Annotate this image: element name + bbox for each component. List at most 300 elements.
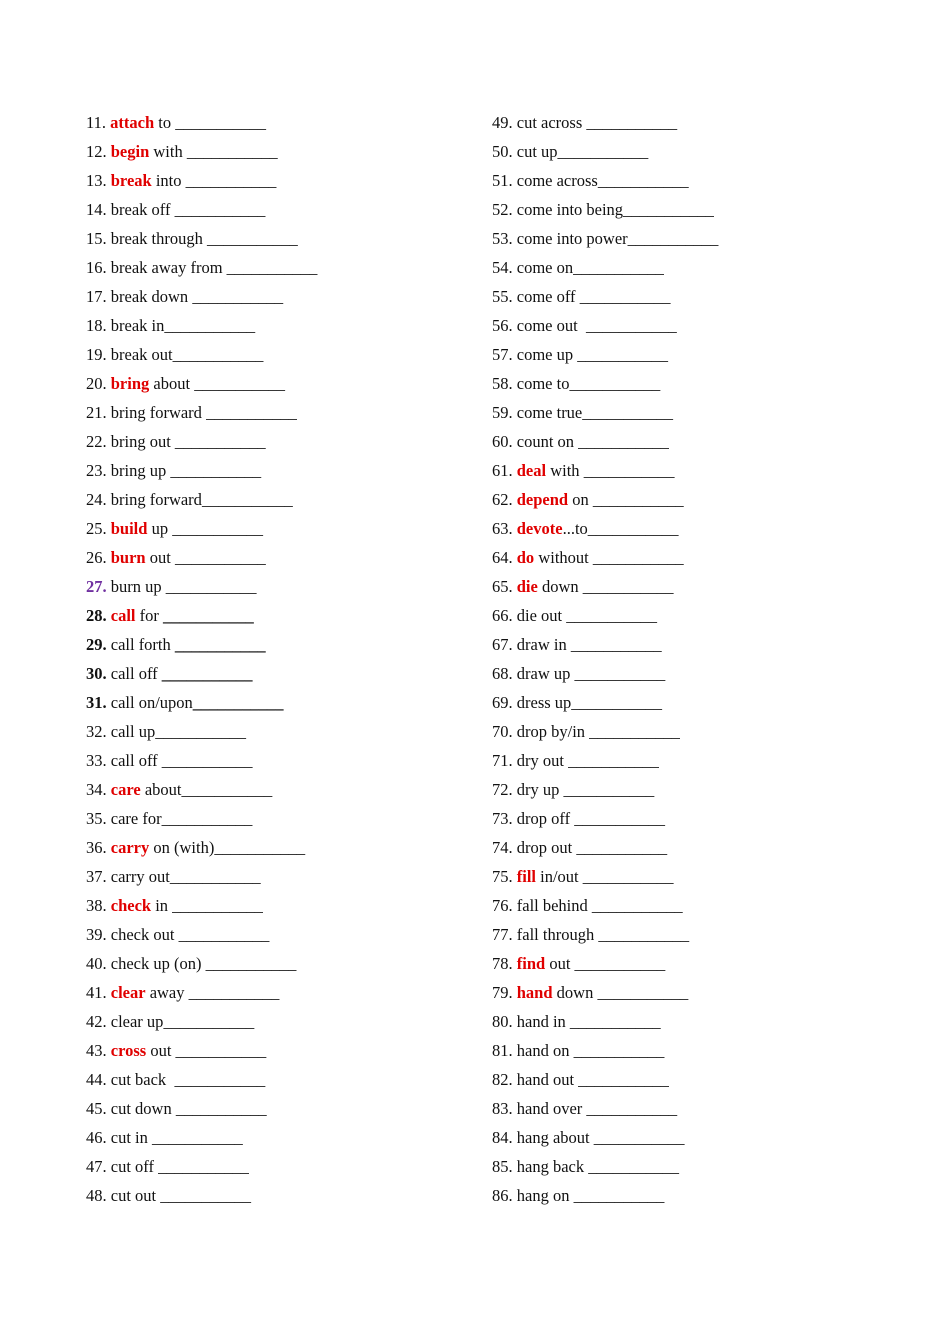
phrase-item (492, 1155, 718, 1184)
phrase-text: cut down (110, 1099, 176, 1118)
answer-blank: ___________ (181, 780, 273, 799)
answer-blank: ___________ (194, 374, 285, 393)
answer-blank: ___________ (174, 548, 266, 567)
phrase-text: drop off (516, 809, 575, 828)
phrase-text: to (154, 113, 176, 132)
answer-blank: ___________ (574, 664, 666, 683)
answer-blank: ___________ (568, 751, 659, 770)
phrase-text: fall behind (516, 896, 592, 915)
answer-blank: ___________ (155, 722, 246, 741)
answer-blank: ___________ (175, 113, 266, 132)
item-number: 18. (86, 316, 107, 335)
answer-blank: ___________ (576, 838, 668, 857)
keyword: fill (516, 867, 536, 886)
phrase-item (86, 1155, 317, 1184)
phrase-text: about (149, 374, 195, 393)
phrase-item (86, 285, 317, 314)
phrase-item (492, 111, 718, 140)
item-number: 22. (86, 432, 107, 451)
phrase-text: hang back (516, 1157, 589, 1176)
phrase-item (492, 1184, 718, 1213)
keyword: burn (110, 548, 146, 567)
item-number: 29. (86, 635, 107, 654)
phrase-text: bring forward (110, 403, 207, 422)
phrase-item (492, 343, 718, 372)
item-number: 26. (86, 548, 107, 567)
item-number: 72. (492, 780, 513, 799)
phrase-text: call forth (110, 635, 175, 654)
phrase-item (86, 256, 317, 285)
answer-blank: ___________ (582, 403, 674, 422)
answer-blank: ___________ (201, 490, 293, 509)
phrase-item (86, 923, 317, 952)
item-number: 55. (492, 287, 513, 306)
phrase-text: break away from (110, 258, 227, 277)
phrase-text: hand over (516, 1099, 587, 1118)
phrase-text: dry up (516, 780, 564, 799)
item-number: 83. (492, 1099, 513, 1118)
keyword: attach (110, 113, 155, 132)
phrase-item (86, 894, 317, 923)
phrase-item (86, 1126, 317, 1155)
phrase-item (492, 314, 718, 343)
item-number: 27. (86, 577, 107, 596)
phrase-text: hand on (516, 1041, 574, 1060)
item-number: 69. (492, 693, 513, 712)
phrase-text: care for (110, 809, 162, 828)
answer-blank: ___________ (192, 287, 284, 306)
item-number: 65. (492, 577, 513, 596)
phrase-item (86, 1097, 317, 1126)
answer-blank: ___________ (206, 403, 297, 422)
answer-blank: ___________ (574, 809, 665, 828)
phrase-text: drop by/in (516, 722, 590, 741)
keyword: die (516, 577, 538, 596)
item-number: 70. (492, 722, 513, 741)
item-number: 59. (492, 403, 513, 422)
item-number: 30. (86, 664, 107, 683)
answer-blank: ___________ (597, 983, 689, 1002)
phrase-item (86, 488, 317, 517)
item-number: 21. (86, 403, 107, 422)
keyword: clear (110, 983, 146, 1002)
answer-blank: ___________ (175, 1041, 267, 1060)
answer-blank: ___________ (586, 113, 678, 132)
phrase-item (492, 894, 718, 923)
answer-blank: ___________ (163, 1012, 255, 1031)
keyword: cross (110, 1041, 147, 1060)
phrase-text: dress up (516, 693, 572, 712)
item-number: 49. (492, 113, 513, 132)
phrase-item (86, 198, 317, 227)
keyword: care (110, 780, 141, 799)
item-number: 11. (86, 113, 107, 132)
phrase-text: come across (516, 171, 598, 190)
phrase-text: come true (516, 403, 583, 422)
answer-blank: ___________ (164, 316, 256, 335)
item-number: 19. (86, 345, 107, 364)
item-number: 52. (492, 200, 513, 219)
phrase-text: ...to (562, 519, 588, 538)
answer-blank: ___________ (161, 664, 253, 683)
phrase-item (492, 1126, 718, 1155)
answer-blank: ___________ (586, 1099, 678, 1118)
answer-blank: ___________ (598, 925, 690, 944)
keyword: call (110, 606, 136, 625)
item-number: 16. (86, 258, 107, 277)
phrase-item (86, 807, 317, 836)
item-number: 17. (86, 287, 107, 306)
phrase-text: call off (110, 751, 162, 770)
item-number: 79. (492, 983, 513, 1002)
item-number: 24. (86, 490, 107, 509)
answer-blank: ___________ (627, 229, 719, 248)
answer-blank: ___________ (582, 867, 674, 886)
answer-blank: ___________ (583, 461, 675, 480)
item-number: 37. (86, 867, 107, 886)
phrase-item (86, 952, 317, 981)
phrase-item (492, 836, 718, 865)
item-number: 20. (86, 374, 107, 393)
item-number: 76. (492, 896, 513, 915)
phrase-item (86, 662, 317, 691)
item-number: 63. (492, 519, 513, 538)
answer-blank: ___________ (569, 1012, 661, 1031)
item-number: 14. (86, 200, 107, 219)
phrase-text: break off (110, 200, 175, 219)
phrase-item (86, 865, 317, 894)
phrase-item (86, 691, 317, 720)
phrase-item (492, 459, 718, 488)
phrase-item (86, 836, 317, 865)
item-number: 51. (492, 171, 513, 190)
item-number: 61. (492, 461, 513, 480)
item-number: 60. (492, 432, 513, 451)
phrase-text: fall through (516, 925, 599, 944)
phrase-text: come into being (516, 200, 624, 219)
phrase-text: draw in (516, 635, 571, 654)
item-number: 56. (492, 316, 513, 335)
answer-blank: ___________ (578, 432, 669, 451)
phrase-text: in/out (536, 867, 583, 886)
answer-blank: ___________ (569, 374, 661, 393)
phrase-text: hang on (516, 1186, 574, 1205)
phrase-text: hand out (516, 1070, 579, 1089)
item-number: 40. (86, 954, 107, 973)
phrase-text: come to (516, 374, 570, 393)
item-number: 28. (86, 606, 107, 625)
answer-blank: ___________ (160, 1186, 251, 1205)
answer-blank: ___________ (158, 1157, 249, 1176)
phrase-item (86, 604, 317, 633)
item-number: 13. (86, 171, 107, 190)
answer-blank: ___________ (623, 200, 714, 219)
phrase-text: count on (516, 432, 579, 451)
phrase-text: check up (on) (110, 954, 206, 973)
item-number: 12. (86, 142, 107, 161)
phrase-item (86, 778, 317, 807)
phrase-text: draw up (516, 664, 575, 683)
phrase-text: carry out (110, 867, 170, 886)
keyword: deal (516, 461, 547, 480)
answer-blank: ___________ (169, 867, 261, 886)
phrase-text: down (552, 983, 598, 1002)
phrase-item (492, 633, 718, 662)
item-number: 43. (86, 1041, 107, 1060)
phrase-item (86, 720, 317, 749)
answer-blank: ___________ (170, 461, 262, 480)
phrase-item (492, 604, 718, 633)
answer-blank: ___________ (152, 1128, 243, 1147)
answer-blank: ___________ (573, 1186, 665, 1205)
item-number: 54. (492, 258, 513, 277)
phrase-text: about (140, 780, 182, 799)
answer-blank: ___________ (597, 171, 689, 190)
item-number: 67. (492, 635, 513, 654)
phrase-text: break through (110, 229, 207, 248)
answer-blank: ___________ (577, 345, 668, 364)
phrase-item (492, 720, 718, 749)
phrase-text: out (145, 548, 175, 567)
phrase-text: dry out (516, 751, 569, 770)
phrase-text: break in (110, 316, 165, 335)
phrase-item (492, 198, 718, 227)
answer-blank: ___________ (578, 1070, 669, 1089)
item-number: 47. (86, 1157, 107, 1176)
phrase-item (86, 430, 317, 459)
answer-blank: ___________ (570, 635, 662, 654)
answer-blank: ___________ (579, 287, 671, 306)
phrase-item (492, 227, 718, 256)
item-number: 46. (86, 1128, 107, 1147)
phrase-text: down (537, 577, 583, 596)
answer-blank: ___________ (593, 1128, 685, 1147)
item-number: 38. (86, 896, 107, 915)
phrase-item (492, 865, 718, 894)
answer-blank: ___________ (174, 432, 266, 451)
phrase-text: burn up (110, 577, 166, 596)
item-number: 48. (86, 1186, 107, 1205)
phrase-item (492, 517, 718, 546)
answer-blank: ___________ (174, 635, 266, 654)
answer-blank: ___________ (587, 519, 679, 538)
phrase-item (86, 459, 317, 488)
answer-blank: ___________ (188, 983, 280, 1002)
answer-blank: ___________ (214, 838, 306, 857)
phrase-text: come up (516, 345, 578, 364)
phrase-item (86, 546, 317, 575)
answer-blank: ___________ (172, 519, 263, 538)
phrase-item (86, 1010, 317, 1039)
phrase-text: on (with) (149, 838, 215, 857)
item-number: 31. (86, 693, 107, 712)
phrase-text: die out (516, 606, 567, 625)
answer-blank: ___________ (163, 606, 254, 625)
phrase-item (492, 575, 718, 604)
answer-blank: ___________ (582, 577, 674, 596)
phrase-text: up (147, 519, 173, 538)
keyword: find (516, 954, 546, 973)
item-number: 58. (492, 374, 513, 393)
phrase-text: out (146, 1041, 176, 1060)
phrase-item (86, 169, 317, 198)
phrase-item (492, 749, 718, 778)
keyword: hand (516, 983, 553, 1002)
phrase-item (492, 923, 718, 952)
answer-blank: ___________ (172, 896, 263, 915)
phrase-text: come off (516, 287, 580, 306)
phrase-text: away (145, 983, 189, 1002)
phrase-item (492, 981, 718, 1010)
answer-blank: ___________ (588, 1157, 679, 1176)
phrase-item (492, 401, 718, 430)
keyword: depend (516, 490, 569, 509)
item-number: 39. (86, 925, 107, 944)
answer-blank: ___________ (174, 200, 266, 219)
item-number: 85. (492, 1157, 513, 1176)
answer-blank: ___________ (161, 751, 253, 770)
answer-blank: ___________ (573, 258, 664, 277)
phrase-text: break out (110, 345, 173, 364)
item-number: 53. (492, 229, 513, 248)
phrase-text: cut up (516, 142, 558, 161)
phrase-text: hand in (516, 1012, 570, 1031)
phrase-item (86, 981, 317, 1010)
phrase-item (86, 633, 317, 662)
item-number: 23. (86, 461, 107, 480)
keyword: bring (110, 374, 150, 393)
answer-blank: ___________ (585, 316, 677, 335)
item-number: 64. (492, 548, 513, 567)
phrase-text: call on/upon (110, 693, 193, 712)
phrase-item (492, 488, 718, 517)
answer-blank: ___________ (186, 142, 278, 161)
keyword: break (110, 171, 152, 190)
item-number: 34. (86, 780, 107, 799)
phrase-item (492, 1039, 718, 1068)
answer-blank: ___________ (574, 954, 666, 973)
item-number: 80. (492, 1012, 513, 1031)
phrase-item (492, 140, 718, 169)
keyword: build (110, 519, 148, 538)
answer-blank: ___________ (178, 925, 270, 944)
item-number: 45. (86, 1099, 107, 1118)
phrase-text: bring forward (110, 490, 202, 509)
answer-blank: ___________ (161, 809, 253, 828)
phrase-item (492, 778, 718, 807)
phrase-text: for (135, 606, 163, 625)
phrase-item (86, 1184, 317, 1213)
keyword: carry (110, 838, 150, 857)
phrase-item (492, 285, 718, 314)
phrase-item (86, 343, 317, 372)
answer-blank: ___________ (591, 896, 683, 915)
phrase-item (86, 372, 317, 401)
phrase-text: come into power (516, 229, 628, 248)
phrase-item (492, 1097, 718, 1126)
phrase-text: come on (516, 258, 574, 277)
phrase-item (492, 1068, 718, 1097)
phrase-text: with (149, 142, 187, 161)
answer-blank: ___________ (206, 229, 298, 248)
phrase-item (492, 952, 718, 981)
answer-blank: ___________ (573, 1041, 665, 1060)
left-column (86, 111, 317, 1213)
answer-blank: ___________ (192, 693, 284, 712)
item-number: 77. (492, 925, 513, 944)
answer-blank: ___________ (165, 577, 257, 596)
item-number: 81. (492, 1041, 513, 1060)
phrase-text: cut in (110, 1128, 152, 1147)
phrase-text: clear up (110, 1012, 164, 1031)
answer-blank: ___________ (592, 490, 684, 509)
phrase-text: call up (110, 722, 156, 741)
phrase-text: without (534, 548, 593, 567)
item-number: 42. (86, 1012, 107, 1031)
answer-blank: ___________ (174, 1070, 266, 1089)
phrase-item (492, 546, 718, 575)
keyword: do (516, 548, 535, 567)
phrase-text: in (151, 896, 173, 915)
phrase-item (86, 140, 317, 169)
item-number: 15. (86, 229, 107, 248)
item-number: 35. (86, 809, 107, 828)
phrase-text: cut back (110, 1070, 175, 1089)
phrase-text: check out (110, 925, 179, 944)
phrase-item (492, 691, 718, 720)
phrase-text: cut out (110, 1186, 161, 1205)
right-column (492, 111, 718, 1213)
phrase-item (86, 111, 317, 140)
phrase-item (492, 430, 718, 459)
keyword: devote (516, 519, 563, 538)
phrase-item (86, 227, 317, 256)
phrase-item (86, 517, 317, 546)
item-number: 74. (492, 838, 513, 857)
answer-blank: ___________ (185, 171, 277, 190)
phrase-item (492, 372, 718, 401)
answer-blank: ___________ (205, 954, 297, 973)
item-number: 33. (86, 751, 107, 770)
phrase-item (492, 169, 718, 198)
phrase-text: bring up (110, 461, 171, 480)
answer-blank: ___________ (589, 722, 680, 741)
answer-blank: ___________ (566, 606, 657, 625)
phrase-item (86, 749, 317, 778)
answer-blank: ___________ (592, 548, 684, 567)
phrase-item (86, 401, 317, 430)
item-number: 25. (86, 519, 107, 538)
item-number: 50. (492, 142, 513, 161)
phrase-item (492, 662, 718, 691)
item-number: 41. (86, 983, 107, 1002)
item-number: 57. (492, 345, 513, 364)
item-number: 71. (492, 751, 513, 770)
answer-blank: ___________ (563, 780, 655, 799)
phrase-item (492, 1010, 718, 1039)
phrase-text: come out (516, 316, 586, 335)
item-number: 32. (86, 722, 107, 741)
item-number: 78. (492, 954, 513, 973)
answer-blank: ___________ (226, 258, 318, 277)
item-number: 68. (492, 664, 513, 683)
keyword: check (110, 896, 152, 915)
answer-blank: ___________ (557, 142, 649, 161)
phrase-item (492, 256, 718, 285)
phrase-text: drop out (516, 838, 577, 857)
phrase-item (86, 1039, 317, 1068)
answer-blank: ___________ (175, 1099, 267, 1118)
